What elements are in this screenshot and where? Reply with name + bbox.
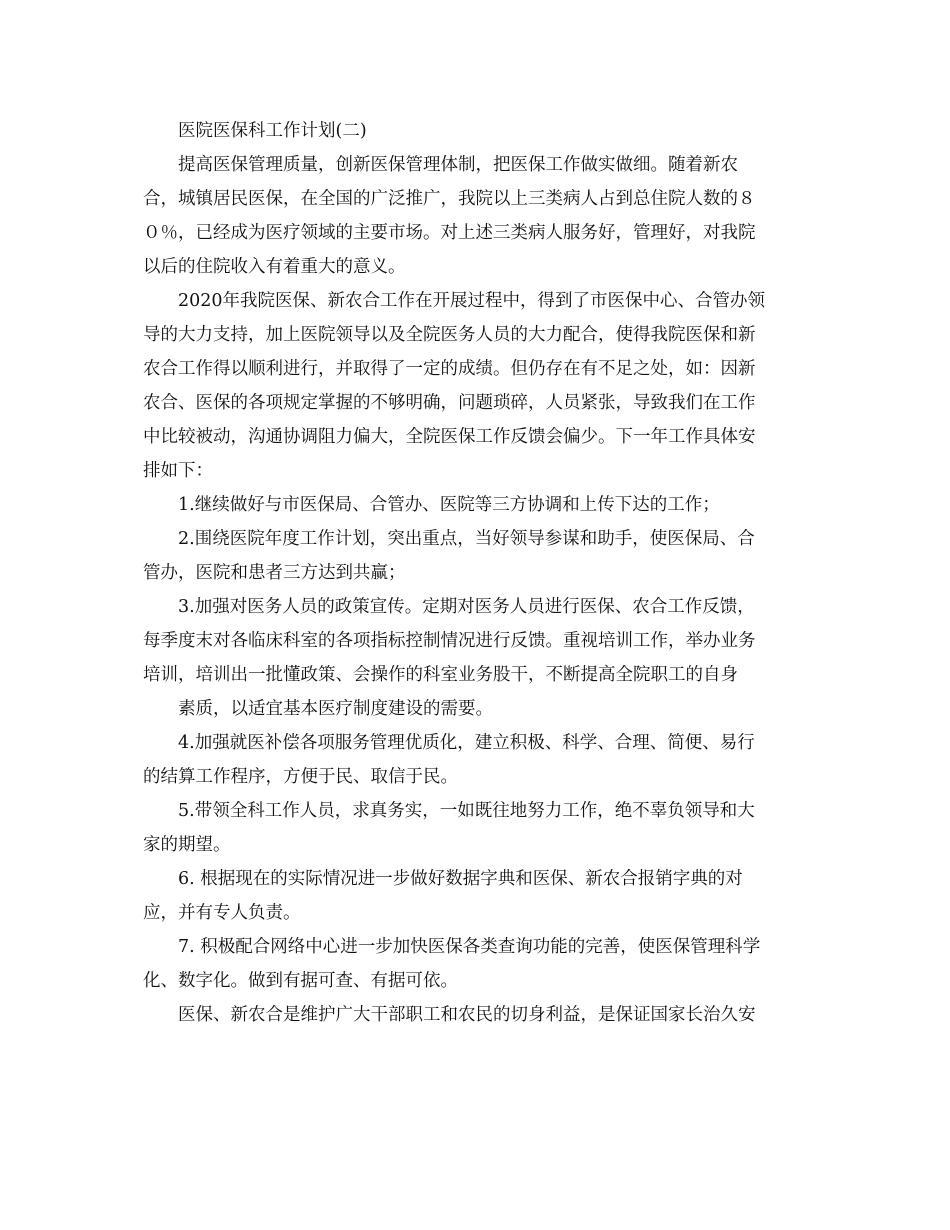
plan-item-5: [143, 794, 807, 862]
text-line: 2.围绕医院年度工作计划，突出重点，当好领导参谋和助手，使医保局、合: [178, 529, 755, 549]
text-line: 医保、新农合是维护广大干部职工和农民的切身利益，是保证国家长治久安: [178, 1005, 756, 1025]
text-line: 应，并有专人负责。: [143, 903, 301, 923]
plan-item-7: [143, 930, 807, 998]
text-line: 2020年我院医保、新农合工作在开展过程中，得到了市医保中心、合管办领: [178, 291, 766, 311]
text-line: 家的期望。: [143, 835, 231, 855]
text-line: 合，城镇居民医保，在全国的广泛推广，我院以上三类病人占到总住院人数的８: [143, 189, 756, 209]
text-line: 农合工作得以顺利进行，并取得了一定的成绩。但仍存在有不足之处，如：因新: [143, 359, 756, 379]
paragraph-intro: [143, 148, 807, 284]
document-title: 医院医保科工作计划(二): [178, 121, 367, 141]
text-line: 以后的住院收入有着重大的意义。: [143, 257, 406, 277]
text-line: 化、数字化。做到有据可查、有据可依。: [143, 971, 458, 991]
text-line: ０％，已经成为医疗领域的主要市场。对上述三类病人服务好，管理好，对我院: [143, 223, 756, 243]
text-line: 提高医保管理质量，创新医保管理体制，把医保工作做实做细。随着新农: [178, 155, 738, 175]
plan-item-1: [143, 488, 807, 522]
text-line: 的结算工作程序，方便于民、取信于民。: [143, 767, 458, 787]
document-body: [143, 114, 807, 1032]
plan-item-3: [143, 590, 807, 726]
text-line: 素质，以适宜基本医疗制度建设的需要。: [178, 699, 493, 719]
plan-item-6: [143, 862, 807, 930]
text-line: 培训，培训出一批懂政策、会操作的科室业务股干，不断提高全院职工的自身: [143, 665, 738, 685]
text-line: 7. 积极配合网络中心进一步加快医保各类查询功能的完善，使医保管理科学: [178, 937, 761, 957]
text-line: 排如下：: [143, 461, 213, 481]
text-line: 5.带领全科工作人员，求真务实，一如既往地努力工作，绝不辜负领导和大: [178, 801, 755, 821]
text-line: 中比较被动，沟通协调阻力偏大，全院医保工作反馈会偏少。下一年工作具体安: [143, 427, 756, 447]
plan-item-4: [143, 726, 807, 794]
plan-item-2: [143, 522, 807, 590]
paragraph-summary: [143, 284, 807, 488]
text-line: 4.加强就医补偿各项服务管理优质化，建立积极、科学、合理、简便、易行: [178, 733, 755, 753]
text-line: 管办，医院和患者三方达到共赢；: [143, 563, 406, 583]
text-line: 3.加强对医务人员的政策宣传。定期对医务人员进行医保、农合工作反馈，: [178, 597, 755, 617]
text-line: 导的大力支持，加上医院领导以及全院医务人员的大力配合，使得我院医保和新: [143, 325, 756, 345]
text-line: 1.继续做好与市医保局、合管办、医院等三方协调和上传下达的工作；: [178, 495, 720, 515]
text-line: 每季度末对各临床科室的各项指标控制情况进行反馈。重视培训工作，举办业务: [143, 631, 756, 651]
text-line: 农合、医保的各项规定掌握的不够明确，问题琐碎，人员紧张，导致我们在工作: [143, 393, 756, 413]
text-line: 6. 根据现在的实际情况进一步做好数据字典和医保、新农合报销字典的对: [178, 869, 743, 889]
paragraph-closing: [143, 998, 807, 1032]
